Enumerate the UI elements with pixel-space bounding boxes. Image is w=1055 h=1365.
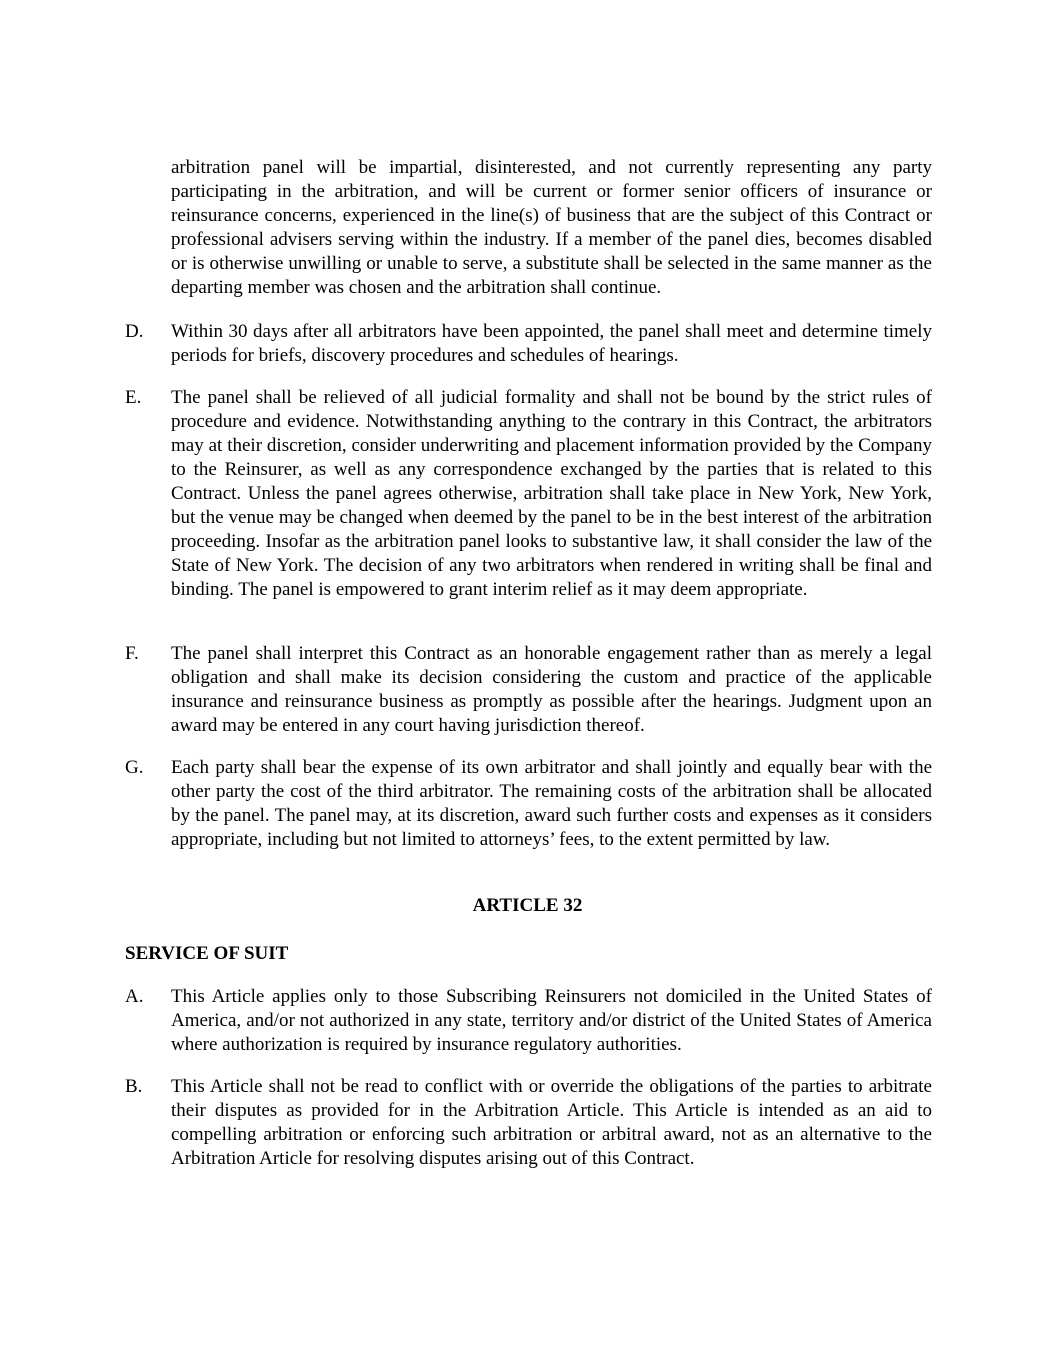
item-letter: G. <box>125 757 144 778</box>
item-letter: B. <box>125 1076 143 1097</box>
item-letter: E. <box>125 387 142 408</box>
continuation-paragraph: arbitration panel will be impartial, disinterested, and not currently representing any party participating in the arbitration, and will be current or former senior officers of insurance or reinsurance concerns, experienced in the line(s) of business that are the subject of this Contract or professional advisers serving within the industry. If a member of the panel dies, becomes disabled or is otherwise unwilling or unable to serve, a substitute shall be selected in the same manner as the departing member was chosen and the arbitration shall continue. <box>171 157 932 298</box>
article-heading: ARTICLE 32 <box>472 895 583 916</box>
item-text: The panel shall interpret this Contract as an honorable engagement rather than as merely a legal obligation and shall make its decision considering the custom and practice of the applicable insurance and reinsurance business as promptly as possible after the hearings. Judgment upon an award may be entered in any court having jurisdiction thereof. <box>171 643 932 736</box>
item-text: Each party shall bear the expense of its own arbitrator and shall jointly and equally bear with the other party the cost of the third arbitrator. The remaining costs of the arbitration shall be allocated by the panel. The panel may, at its discretion, award such further costs and expenses as it considers appropriate, including but not limited to attorneys’ fees, to the extent permitted by law. <box>171 757 932 850</box>
item-text: Within 30 days after all arbitrators have been appointed, the panel shall meet and determine timely periods for briefs, discovery procedures and schedules of hearings. <box>171 321 932 366</box>
item-text: This Article shall not be read to conflict with or override the obligations of the parties to arbitrate their disputes as provided for in the Arbitration Article. This Article is intended as an aid to compelling arbitration or enforcing such arbitration or arbitral award, not as an alternative to the Arbitration Article for resolving disputes arising out of this Contract. <box>171 1076 932 1169</box>
section-heading: SERVICE OF SUIT <box>125 943 289 964</box>
item-letter: F. <box>125 643 139 664</box>
item-text: The panel shall be relieved of all judicial formality and shall not be bound by the strict rules of procedure and evidence. Notwithstanding anything to the contrary in this Contract, the arbitrators may at their discretion, consider underwriting and placement information provided by the Company to the Reinsurer, as well as any correspondence exchanged by the parties that is related to this Contract. Unless the panel agrees otherwise, arbitration shall take place in New York, New York, but the venue may be changed when deemed by the panel to be in the best interest of the arbitration proceeding. Insofar as the arbitration panel looks to substantive law, it shall consider the law of the State of New York. The decision of any two arbitrators when rendered in writing shall be final and binding. The panel is empowered to grant interim relief as it may deem appropriate. <box>171 387 932 600</box>
item-letter: D. <box>125 321 144 342</box>
item-text: This Article applies only to those Subscribing Reinsurers not domiciled in the United States of America, and/or not authorized in any state, territory and/or district of the United States of America where authorization is required by insurance regulatory authorities. <box>171 986 932 1055</box>
item-letter: A. <box>125 986 144 1007</box>
